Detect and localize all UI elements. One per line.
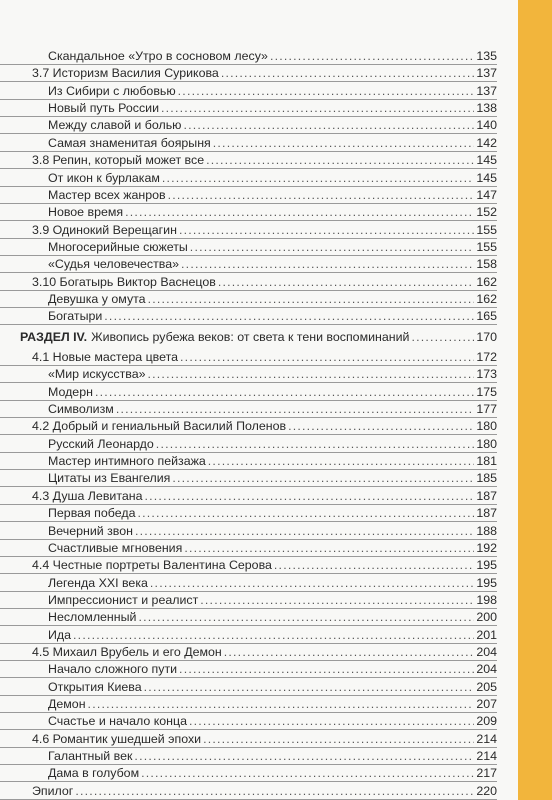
toc-dot-leader — [213, 135, 475, 151]
toc-entry-title: 4.5 Михаил Врубель и его Демон — [32, 644, 222, 659]
toc-entry-title: Девушка у омута — [48, 291, 146, 306]
toc-entry — [0, 46, 497, 65]
toc-page-number: 180 — [476, 419, 497, 434]
toc-entry-title: 3.7 Историзм Василия Сурикова — [32, 66, 219, 81]
toc-entry — [0, 521, 497, 540]
toc-entry-title: Счастье и начало конца — [48, 714, 187, 729]
toc-entry — [0, 81, 497, 100]
toc-dot-leader — [137, 505, 474, 521]
toc-page-number: 162 — [476, 274, 497, 289]
toc-dot-leader — [148, 291, 475, 307]
toc-entry — [0, 289, 497, 308]
toc-page-number: 195 — [476, 575, 497, 590]
toc-entry-title: От икон к бурлакам — [48, 170, 160, 185]
toc-dot-leader — [125, 204, 474, 220]
toc-entry — [0, 677, 497, 696]
toc-page-number: 155 — [476, 222, 497, 237]
toc-entry — [0, 202, 497, 221]
toc-entry-title: Легенда XXI века — [48, 575, 148, 590]
toc-entry — [0, 347, 497, 366]
toc-dot-leader — [141, 765, 474, 781]
toc-entry — [0, 382, 497, 401]
toc-page-number: 142 — [476, 135, 497, 150]
toc-entry — [0, 254, 497, 273]
toc-entry — [0, 220, 497, 239]
toc-entry-title: 3.9 Одинокий Верещагин — [32, 222, 177, 237]
toc-dot-leader — [161, 100, 474, 116]
toc-entry — [0, 607, 497, 626]
toc-page-number: 140 — [476, 118, 497, 133]
toc-entry — [0, 573, 497, 592]
toc-page-number: 198 — [476, 592, 497, 607]
toc-entry-title: Ида — [48, 627, 72, 642]
toc-entry-title: 4.3 Душа Левитана — [32, 488, 143, 503]
toc-dot-leader — [221, 65, 474, 81]
toc-entry — [0, 590, 497, 609]
toc-dot-leader — [179, 222, 474, 238]
toc-page-number: 207 — [476, 697, 497, 711]
toc-entry-title: «Судья человечества» — [48, 257, 180, 272]
toc-entry-title: Галантный век — [48, 749, 133, 763]
toc-entry-title: Несломленный — [48, 610, 137, 625]
toc-entry — [0, 538, 497, 557]
toc-entry-title: 4.6 Романтик ушедшей эпохи — [32, 731, 202, 746]
toc-dot-leader — [180, 349, 474, 365]
toc-entry-title: Символизм — [48, 402, 114, 416]
toc-entry-title: Живопись рубежа веков: от света к тени воспоминаний — [91, 329, 410, 344]
toc-part-label: РАЗДЕЛ IV. — [20, 329, 88, 344]
toc-page-number: 145 — [476, 170, 497, 185]
toc-page-number: 170 — [476, 329, 497, 344]
toc-page-number: 185 — [476, 471, 497, 486]
toc-entry — [0, 416, 497, 435]
toc-dot-leader — [135, 523, 474, 539]
toc-entry — [0, 133, 497, 152]
toc-entry — [0, 364, 497, 383]
toc-entry-title: Вечерний звон — [48, 523, 133, 538]
toc-dot-leader — [183, 117, 474, 133]
toc-entry — [0, 98, 497, 117]
toc-dot-leader — [224, 644, 475, 660]
toc-entry — [0, 625, 497, 644]
toc-entry-title: Самая знаменитая боярыня — [48, 135, 211, 150]
toc-dot-leader — [138, 609, 474, 625]
toc-page-number: 173 — [476, 367, 497, 382]
toc-dot-leader — [144, 679, 475, 695]
toc-page-number: 180 — [476, 436, 497, 451]
toc-page-number: 214 — [476, 749, 497, 763]
toc-dot-leader — [288, 418, 474, 434]
toc-entry-title: Импрессионист и реалист — [48, 592, 199, 607]
toc-entry-title: Начало сложного пути — [48, 662, 178, 677]
toc-page-number: 181 — [476, 454, 497, 469]
toc-entry-title: Богатыри — [48, 309, 103, 324]
toc-entry-title: Новый путь России — [48, 101, 160, 116]
toc-part-heading — [0, 327, 497, 345]
toc-page-number: 145 — [476, 153, 497, 168]
toc-page-number: 187 — [476, 506, 497, 521]
toc-page-number: 138 — [476, 101, 497, 116]
toc-dot-leader — [178, 83, 475, 99]
toc-dot-leader — [88, 696, 475, 712]
toc-entry — [0, 486, 497, 505]
toc-dot-leader — [162, 170, 474, 186]
toc-entry — [0, 746, 497, 765]
toc-entry-title: Открытия Киева — [48, 679, 142, 694]
toc-dot-leader — [208, 453, 475, 469]
toc-entry-title: «Мир искусства» — [48, 367, 146, 382]
toc-entry-title: 4.1 Новые мастера цвета — [32, 350, 179, 364]
toc-entry-title: Мастер интимного пейзажа — [48, 454, 206, 469]
toc-dot-leader — [184, 540, 474, 556]
toc-dot-leader — [411, 329, 474, 345]
toc-dot-leader — [156, 436, 475, 452]
toc-dot-leader — [218, 274, 474, 290]
toc-dot-leader — [116, 401, 475, 417]
toc-page-number: 172 — [476, 350, 497, 364]
toc-entry — [0, 185, 497, 204]
toc-dot-leader — [148, 366, 475, 382]
toc-entry — [0, 711, 497, 730]
toc-entry-title: 4.2 Добрый и гениальный Василий Поленов — [32, 419, 287, 434]
toc-entry — [0, 451, 497, 470]
toc-page-number: 200 — [476, 610, 497, 625]
toc-entry — [0, 399, 497, 418]
toc-page-number: 217 — [476, 766, 497, 781]
toc-entry — [0, 763, 497, 782]
toc-dot-leader — [145, 488, 475, 504]
toc-entry — [0, 642, 497, 661]
toc-page-number: 187 — [476, 488, 497, 503]
toc-entry — [0, 168, 497, 187]
toc-dot-leader — [206, 152, 474, 168]
toc-page-number: 204 — [476, 662, 497, 677]
toc-dot-leader — [200, 592, 474, 608]
toc-entry-title: Многосерийные сюжеты — [48, 239, 188, 254]
toc-dot-leader — [172, 470, 474, 486]
toc-page-number: 147 — [476, 187, 497, 202]
toc-page-number: 188 — [476, 523, 497, 538]
toc-dot-leader — [189, 713, 474, 729]
toc-entry — [0, 237, 497, 256]
toc-page-number: 214 — [476, 731, 497, 746]
toc-entry — [0, 659, 497, 678]
toc-page-number: 155 — [476, 239, 497, 254]
toc-entry-title: Русский Леонардо — [48, 436, 154, 451]
toc-dot-leader — [203, 731, 474, 747]
toc-entry — [0, 434, 497, 453]
toc-entry — [0, 150, 497, 169]
toc-page-number: 201 — [476, 627, 497, 642]
toc-entry — [0, 781, 497, 800]
toc-page-number: 158 — [476, 257, 497, 272]
toc-entry-title: 4.4 Честные портреты Валентина Серова — [32, 558, 272, 573]
toc-entry — [0, 729, 497, 748]
toc-entry-title: Мастер всех жанров — [48, 187, 166, 202]
toc-entry — [0, 115, 497, 134]
toc-page-number: 192 — [476, 540, 497, 555]
toc-entry-title: Между славой и болью — [48, 118, 182, 133]
toc-entry-title: Дама в голубом — [48, 766, 140, 781]
toc-entry-title: Демон — [48, 697, 86, 711]
toc-page-number: 137 — [476, 83, 497, 98]
toc-page-number: 195 — [476, 558, 497, 573]
toc-entry-title: 3.10 Богатырь Виктор Васнецов — [32, 274, 216, 289]
toc-entry — [0, 468, 497, 487]
toc-dot-leader — [75, 783, 474, 799]
toc-dot-leader — [270, 48, 474, 64]
toc-dot-leader — [168, 187, 475, 203]
toc-page-number: 204 — [476, 644, 497, 659]
toc-entry-title: Цитаты из Евангелия — [48, 471, 171, 486]
toc-page-number: 162 — [476, 291, 497, 306]
toc-dot-leader — [179, 661, 474, 677]
toc-entry — [0, 63, 497, 82]
toc-dot-leader — [73, 627, 474, 643]
toc-entry-title: Скандальное «Утро в сосновом лесу» — [48, 49, 268, 63]
toc-entry — [0, 272, 497, 291]
toc-page-number: 175 — [476, 384, 497, 399]
toc-page-number: 205 — [476, 679, 497, 694]
toc-entry-title: Счастливые мгновения — [48, 540, 183, 555]
book-edge-strip — [518, 0, 552, 800]
toc-entry — [0, 694, 497, 713]
toc-page-number: 137 — [476, 66, 497, 81]
toc-dot-leader — [104, 308, 474, 324]
toc-dot-leader — [134, 748, 474, 764]
toc-page-number: 165 — [476, 309, 497, 324]
toc-entry-title: Эпилог — [32, 783, 74, 798]
toc-page-number: 177 — [476, 402, 497, 416]
toc-entry-title: Из Сибири с любовью — [48, 83, 176, 98]
toc-page-number: 220 — [476, 783, 497, 798]
toc-page-number: 135 — [476, 49, 497, 63]
toc-dot-leader — [190, 239, 475, 255]
toc-dot-leader — [95, 384, 474, 400]
toc-page-number: 209 — [476, 714, 497, 729]
toc-entry-title: Первая победа — [48, 506, 136, 521]
toc-entry-title: Новое время — [48, 205, 124, 220]
toc-entry-title: Модерн — [48, 384, 93, 399]
toc-entry — [0, 503, 497, 522]
toc-entry — [0, 555, 497, 574]
toc-page-number: 152 — [476, 205, 497, 220]
toc-dot-leader — [150, 575, 474, 591]
toc-dot-leader — [274, 557, 474, 573]
toc-dot-leader — [181, 256, 474, 272]
toc-entry-title: 3.8 Репин, который может все — [32, 153, 205, 168]
toc-entry — [0, 306, 497, 325]
